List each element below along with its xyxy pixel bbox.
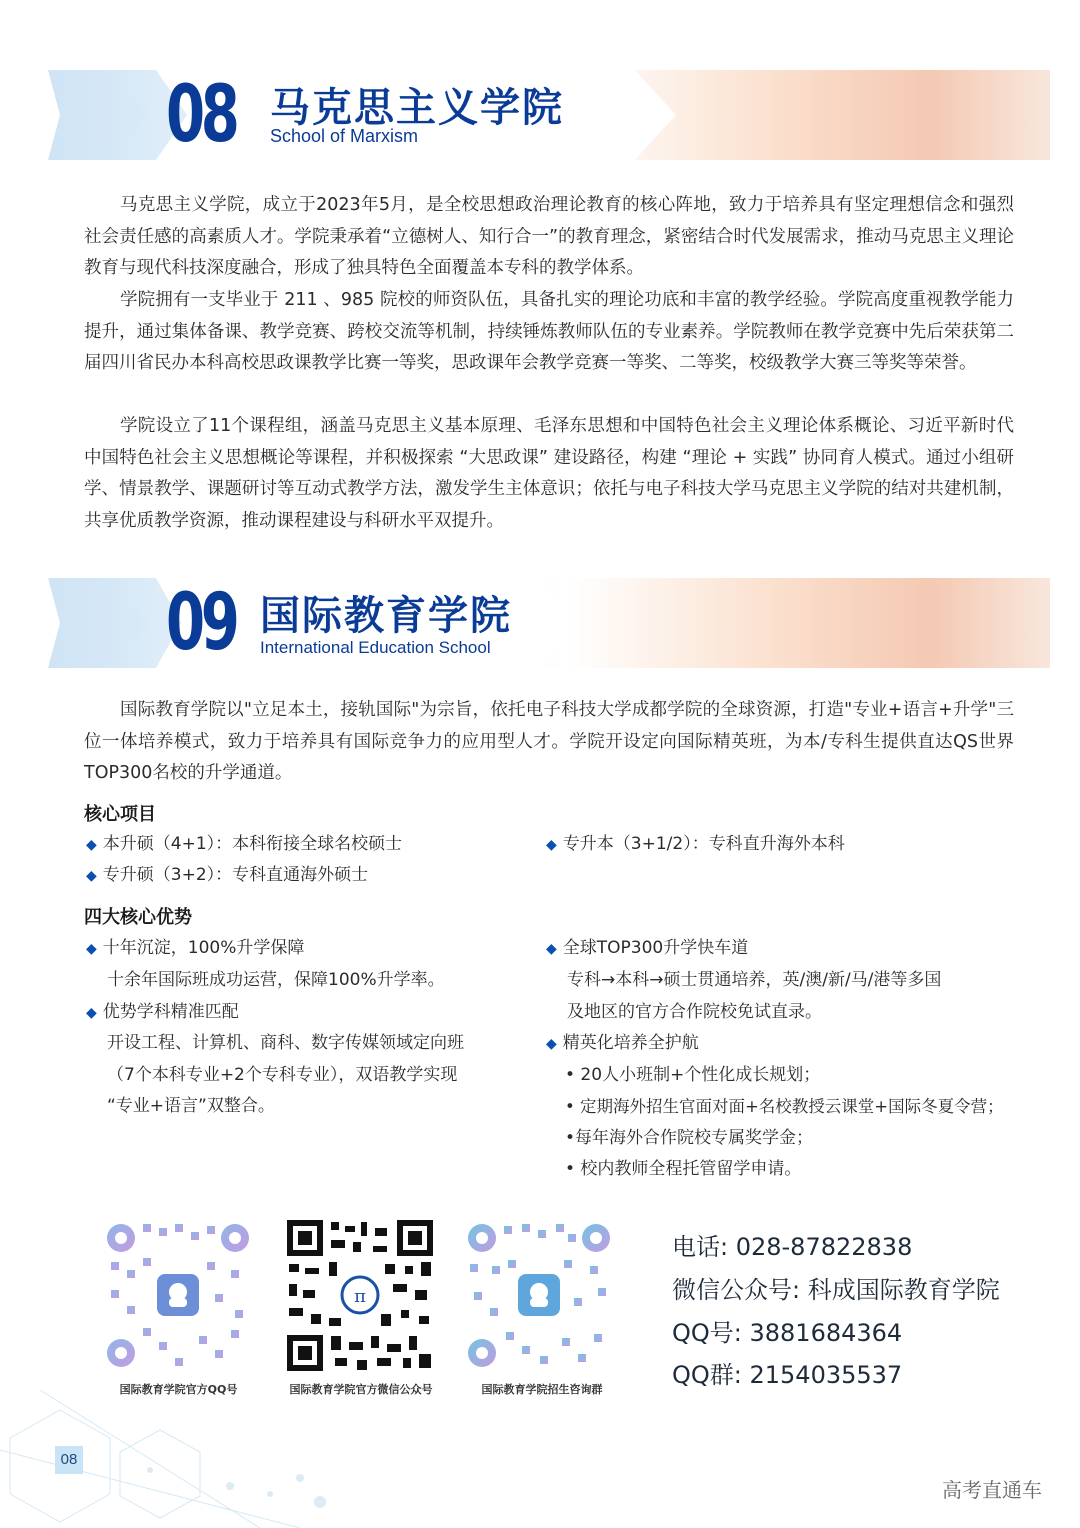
advantage-line: • 校内教师全程托管留学申请。 [565, 1159, 802, 1179]
advantage-line: “专业+语言”双整合。 [107, 1096, 275, 1116]
advantage-line: • 20人小班制+个性化成长规划； [565, 1065, 821, 1085]
qr-caption: 国际教育学院官方QQ号 [119, 1383, 238, 1396]
section-number: 08 [166, 70, 236, 160]
section-08-banner [48, 70, 1050, 160]
advantage-title: ◆ 十年沉淀，100%升学保障 [86, 938, 305, 958]
section-number: 09 [166, 578, 236, 668]
paragraph: 国际教育学院以"立足本土，接轨国际"为宗旨，依托电子科技大学成都学院的全球资源，打造"专业+语言+升学"三位一体培养模式，致力于培养具有国际竞争力的应用型人才。学院开设定向国际精英班，为本/专科生提供直达QS世界TOP300名校的升学通道。 [84, 700, 1014, 783]
svg-text:π: π [354, 1286, 366, 1307]
wechat-qr-icon[interactable] [285, 1218, 435, 1373]
diamond-bullet-icon: ◆ [546, 837, 557, 853]
qr-caption: 国际教育学院官方微信公众号 [289, 1383, 433, 1396]
paragraph: 学院拥有一支毕业于 211 、985 院校的师资队伍，具备扎实的理论功底和丰富的教学经验。学院高度重视教学能力提升，通过集体备课、教学竞赛、跨校交流等机制，持续锤炼教师队伍的专业素养。学院教师在教学竞赛中先后荣获第二届四川省民办本科高校思政课教学比赛一等奖，思政课年会教学竞赛一等奖、二等奖，校级教学大赛三等奖等荣誉。 [84, 290, 1014, 373]
paragraph: 马克思主义学院，成立于2023年5月，是全校思想政治理论教育的核心阵地，致力于培养具有坚定理想信念和强烈社会责任感的高素质人才。学院秉承着“立德树人、知行合一”的教育理念，紧密结合时代发展需求，推动马克思主义理论教育与现代科技深度融合，形成了独具特色全面覆盖本专科的教学体系。 [84, 195, 1014, 278]
advantage-title: ◆ 精英化培养全护航 [546, 1033, 699, 1053]
advantage-line: • 定期海外招生官面对面+名校教授云课堂+国际冬夏令营； [565, 1097, 1004, 1116]
advantage-line: 十余年国际班成功运营，保障100%升学率。 [107, 970, 445, 990]
advantage-line: 开设工程、计算机、商科、数字传媒领域定向班 [107, 1033, 464, 1053]
advantage-line: •每年海外合作院校专属奖学金； [565, 1128, 814, 1148]
diamond-bullet-icon: ◆ [546, 941, 557, 957]
section-09-banner [48, 578, 1050, 668]
advantages-heading: 四大核心优势 [84, 907, 192, 928]
contact-qq: QQ号: 3881684364 [672, 1319, 903, 1347]
list-item: ◆ 本升硕（4+1）：本科衔接全球名校硕士 [86, 834, 403, 854]
section-title-en: School of Marxism [270, 126, 419, 146]
diamond-bullet-icon: ◆ [86, 1005, 97, 1021]
contact-phone: 电话: 028-87822838 [672, 1233, 913, 1261]
contact-wechat: 微信公众号: 科成国际教育学院 [672, 1276, 1000, 1304]
advantage-line: （7个本科专业+2个专科专业），双语教学实现 [107, 1065, 458, 1085]
list-item: ◆ 专升本（3+1/2）：专科直升海外本科 [546, 834, 845, 854]
page-number: 08 [55, 1446, 83, 1474]
paragraph: 学院设立了11个课程组，涵盖马克思主义基本原理、毛泽东思想和中国特色社会主义理论体系概论、习近平新时代中国特色社会主义思想概论等课程，并积极探索 “大思政课” 建设路径，构建 “理论 + 实践” 协同育人模式。通过小组研学、情景教学、课题研讨等互动式教学方法，激发学生主体意识；依托与电子科技大学马克思主义学院的结对共建机制，共享优质教学资源，推动课程建设与科研水平双提升。 [84, 416, 1014, 531]
section-title-cn: 国际教育学院 [260, 593, 512, 639]
core-projects-heading: 核心项目 [84, 804, 156, 825]
diamond-bullet-icon: ◆ [86, 837, 97, 853]
contact-qq-group: QQ群: 2154035537 [672, 1361, 903, 1389]
watermark: 高考直通车 [942, 1478, 1042, 1502]
diamond-bullet-icon: ◆ [86, 941, 97, 957]
qq-qr-icon[interactable] [103, 1218, 253, 1373]
section-title-en: International Education School [260, 638, 491, 657]
diamond-bullet-icon: ◆ [86, 868, 97, 884]
advantage-line: 及地区的官方合作院校免试直录。 [567, 1002, 822, 1022]
advantage-title: ◆ 全球TOP300升学快车道 [546, 938, 749, 958]
advantage-title: ◆ 优势学科精准匹配 [86, 1002, 239, 1022]
section-title-cn: 马克思主义学院 [270, 85, 564, 131]
list-item: ◆ 专升硕（3+2）：专科直通海外硕士 [86, 865, 369, 885]
qr-caption: 国际教育学院招生咨询群 [481, 1383, 603, 1396]
diamond-bullet-icon: ◆ [546, 1036, 557, 1052]
advantage-line: 专科→本科→硕士贯通培养，英/澳/新/马/港等多国 [567, 970, 942, 990]
qq-group-qr-icon[interactable] [464, 1218, 614, 1373]
